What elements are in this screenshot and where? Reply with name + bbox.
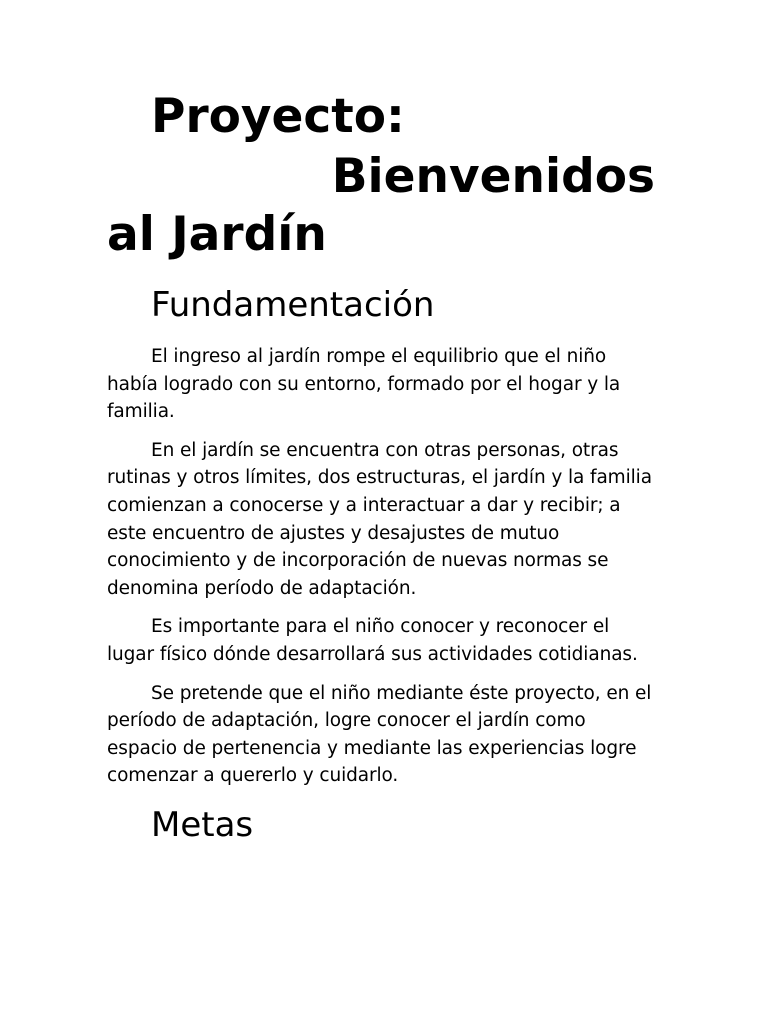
document-page — [107, 88, 655, 846]
paragraph-1: El ingreso al jardín rompe el equilibrio que el niño había logrado con su entorno, formado por el hogar y la familia. — [107, 346, 621, 423]
paragraph-2: En el jardín se encuentra con otras personas, otras rutinas y otros límites, dos estructuras, el jardín y la familia comienzan a conocerse y a interactuar a dar y recibir; a este encuentro de ajustes y desajustes de mutuo conocimiento y de incorporación de nuevas normas se denomina período de adaptación. — [107, 439, 652, 599]
title-line-1: Proyecto: — [151, 89, 405, 144]
paragraph-3: Es importante para el niño conocer y reconocer el lugar físico dónde desarrollará sus actividades cotidianas. — [107, 616, 638, 665]
paragraph-4: Se pretende que el niño mediante éste proyecto, en el período de adaptación, logre conocer el jardín como espacio de pertenencia y mediante las experiencias logre comenzar a quererlo y cuidarlo. — [107, 682, 652, 787]
section-heading-fundamentacion: Fundamentación — [151, 285, 435, 325]
section-heading-metas: Metas — [151, 804, 254, 845]
title-line-2: Bienvenidos — [331, 149, 655, 204]
title-line-3: al Jardín — [107, 207, 327, 262]
